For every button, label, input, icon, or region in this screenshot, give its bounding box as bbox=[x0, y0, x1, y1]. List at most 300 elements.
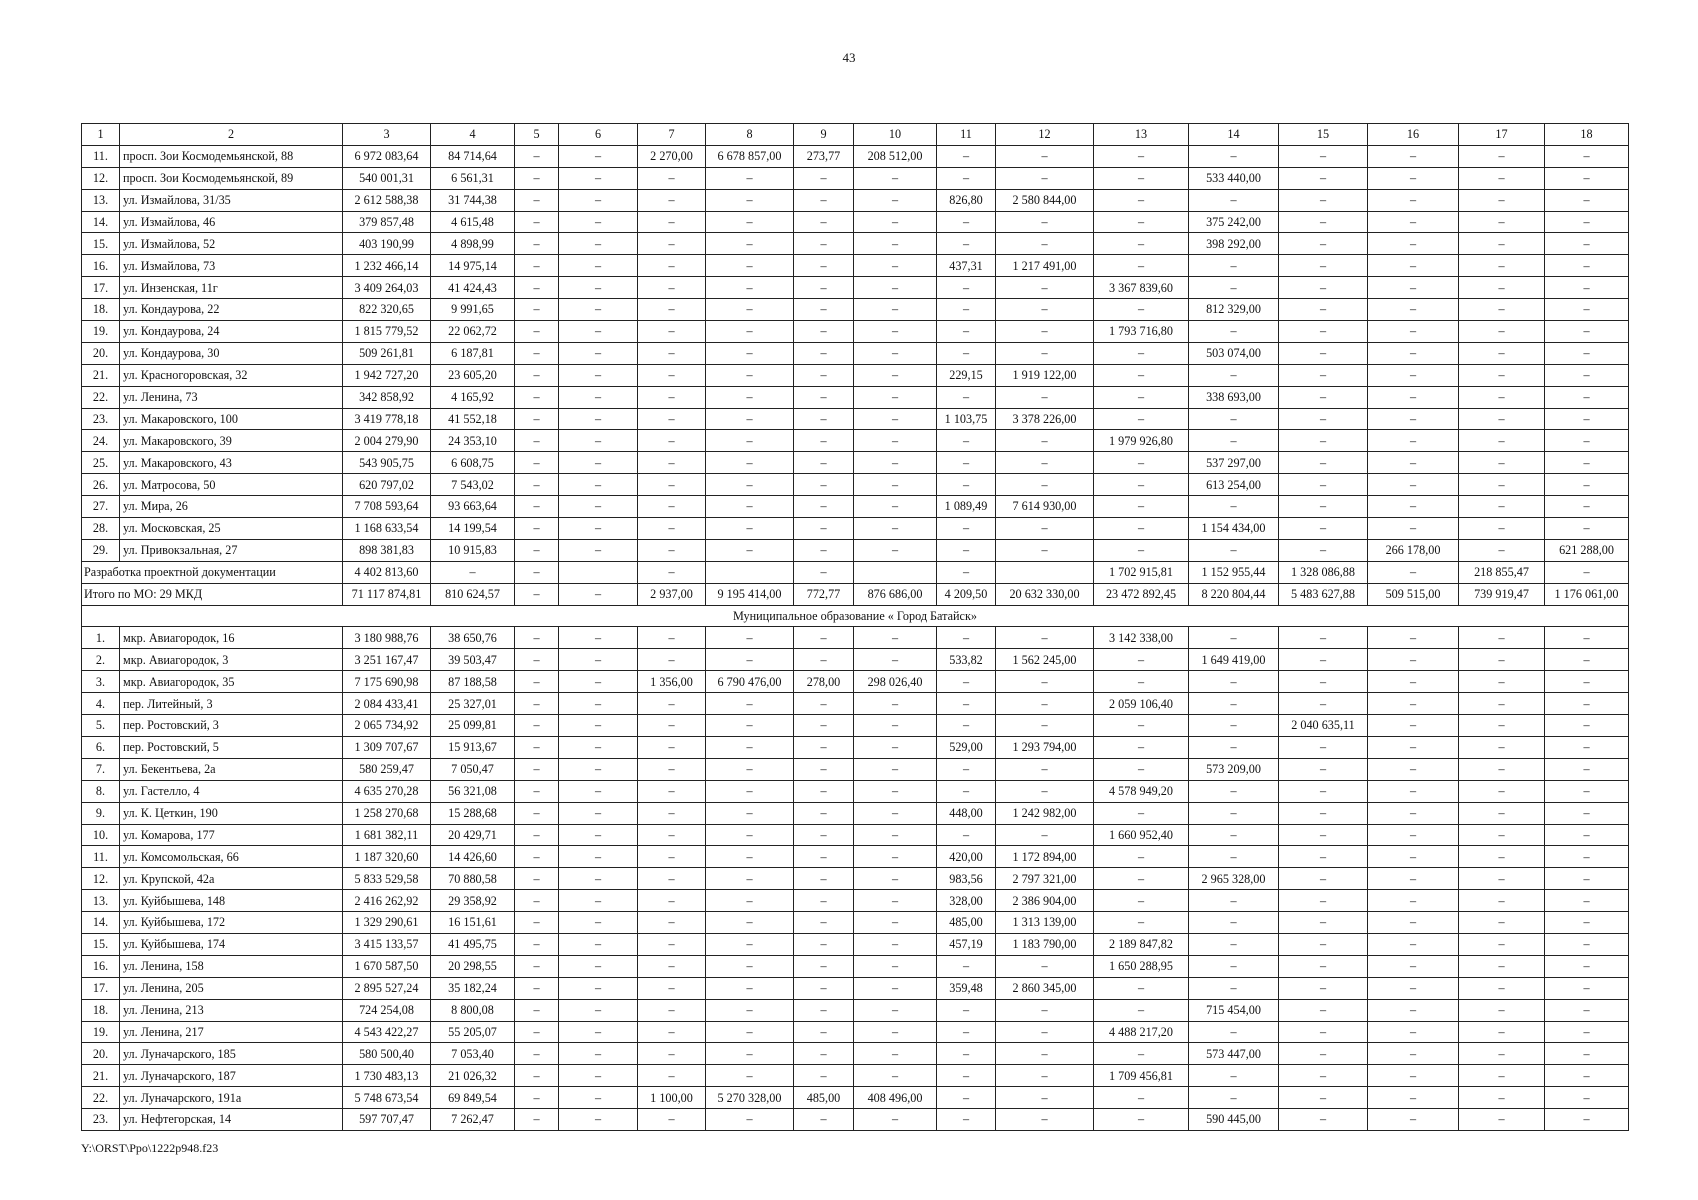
table-cell: – bbox=[638, 1109, 706, 1131]
table-cell: – bbox=[937, 693, 996, 715]
table-cell: – bbox=[706, 364, 794, 386]
section-header-row bbox=[82, 605, 1629, 627]
table-cell: – bbox=[1189, 955, 1279, 977]
table-cell: – bbox=[794, 364, 854, 386]
table-cell: – bbox=[937, 299, 996, 321]
row-number-cell: 7. bbox=[82, 758, 120, 780]
table-cell: – bbox=[854, 780, 937, 802]
table-cell: – bbox=[1279, 736, 1368, 758]
table-cell: – bbox=[794, 277, 854, 299]
table-cell: 4 543 422,27 bbox=[343, 1021, 431, 1043]
table-cell: – bbox=[515, 955, 559, 977]
table-row bbox=[82, 627, 1629, 649]
table-row bbox=[82, 693, 1629, 715]
table-cell: – bbox=[559, 145, 638, 167]
table-cell: 898 381,83 bbox=[343, 539, 431, 561]
table-cell: 38 650,76 bbox=[431, 627, 515, 649]
table-cell: – bbox=[515, 1021, 559, 1043]
table-cell: – bbox=[1189, 496, 1279, 518]
table-cell: – bbox=[1094, 189, 1189, 211]
table-cell: – bbox=[1279, 1087, 1368, 1109]
row-number-cell: 21. bbox=[82, 1065, 120, 1087]
table-cell: – bbox=[559, 846, 638, 868]
table-cell: – bbox=[1459, 321, 1545, 343]
table-cell: – bbox=[559, 1109, 638, 1131]
table-cell: – bbox=[515, 452, 559, 474]
table-row bbox=[82, 364, 1629, 386]
column-number-header: 1 bbox=[82, 124, 120, 146]
table-cell: 7 050,47 bbox=[431, 758, 515, 780]
table-cell: 6 561,31 bbox=[431, 167, 515, 189]
table-cell: 278,00 bbox=[794, 671, 854, 693]
table-cell: – bbox=[1459, 364, 1545, 386]
table-cell: 540 001,31 bbox=[343, 167, 431, 189]
table-cell: 208 512,00 bbox=[854, 145, 937, 167]
table-cell: – bbox=[1545, 233, 1629, 255]
table-cell: 573 447,00 bbox=[1189, 1043, 1279, 1065]
table-cell: – bbox=[559, 671, 638, 693]
table-cell: 403 190,99 bbox=[343, 233, 431, 255]
table-row bbox=[82, 167, 1629, 189]
table-cell: – bbox=[854, 342, 937, 364]
table-cell: – bbox=[638, 1021, 706, 1043]
table-cell: – bbox=[996, 452, 1094, 474]
table-cell: – bbox=[794, 999, 854, 1021]
table-cell: – bbox=[559, 955, 638, 977]
table-cell: – bbox=[1279, 299, 1368, 321]
table-cell: 1 183 790,00 bbox=[996, 933, 1094, 955]
table-cell: – bbox=[515, 649, 559, 671]
table-cell: – bbox=[559, 364, 638, 386]
table-cell: – bbox=[638, 715, 706, 737]
table-row bbox=[82, 1087, 1629, 1109]
table-cell: 379 857,48 bbox=[343, 211, 431, 233]
table-cell: – bbox=[559, 649, 638, 671]
table-cell: – bbox=[1459, 715, 1545, 737]
table-cell: 7 614 930,00 bbox=[996, 496, 1094, 518]
table-cell: – bbox=[638, 408, 706, 430]
table-cell: – bbox=[854, 386, 937, 408]
table-cell: – bbox=[1368, 496, 1459, 518]
table-cell: – bbox=[515, 145, 559, 167]
table-cell: – bbox=[1189, 824, 1279, 846]
table-cell: – bbox=[1459, 167, 1545, 189]
table-cell: 7 708 593,64 bbox=[343, 496, 431, 518]
table-cell: – bbox=[515, 561, 559, 583]
table-cell: – bbox=[1094, 233, 1189, 255]
table-cell: – bbox=[1459, 802, 1545, 824]
table-cell: – bbox=[1459, 671, 1545, 693]
table-cell: 3 180 988,76 bbox=[343, 627, 431, 649]
table-cell: – bbox=[638, 342, 706, 364]
address-cell: ул. Ленина, 158 bbox=[120, 955, 343, 977]
table-row bbox=[82, 780, 1629, 802]
table-cell: – bbox=[1545, 430, 1629, 452]
table-cell: – bbox=[706, 999, 794, 1021]
table-cell: – bbox=[1279, 955, 1368, 977]
column-number-header: 12 bbox=[996, 124, 1094, 146]
table-cell: – bbox=[1368, 211, 1459, 233]
column-number-header: 14 bbox=[1189, 124, 1279, 146]
row-number-cell: 13. bbox=[82, 189, 120, 211]
table-cell: 1 650 288,95 bbox=[1094, 955, 1189, 977]
table-cell: – bbox=[937, 518, 996, 540]
table-cell: – bbox=[1279, 145, 1368, 167]
table-cell: – bbox=[1545, 145, 1629, 167]
address-cell: ул. Кондаурова, 24 bbox=[120, 321, 343, 343]
table-cell: 2 065 734,92 bbox=[343, 715, 431, 737]
table-cell: – bbox=[854, 496, 937, 518]
column-number-header: 16 bbox=[1368, 124, 1459, 146]
row-number-cell: 13. bbox=[82, 890, 120, 912]
table-cell: – bbox=[515, 671, 559, 693]
row-number-cell: 17. bbox=[82, 977, 120, 999]
table-cell: – bbox=[1545, 386, 1629, 408]
table-cell: – bbox=[638, 846, 706, 868]
table-cell: 375 242,00 bbox=[1189, 211, 1279, 233]
row-number-cell: 28. bbox=[82, 518, 120, 540]
table-cell: – bbox=[1189, 255, 1279, 277]
address-cell: ул. Кондаурова, 30 bbox=[120, 342, 343, 364]
address-cell: ул. Измайлова, 52 bbox=[120, 233, 343, 255]
table-cell: – bbox=[1189, 145, 1279, 167]
table-cell: 724 254,08 bbox=[343, 999, 431, 1021]
table-cell: – bbox=[1459, 474, 1545, 496]
table-cell: 2 612 588,38 bbox=[343, 189, 431, 211]
table-cell: – bbox=[1094, 1109, 1189, 1131]
table-cell: – bbox=[559, 321, 638, 343]
table-cell: – bbox=[1545, 1109, 1629, 1131]
address-cell: пер. Литейный, 3 bbox=[120, 693, 343, 715]
table-cell: – bbox=[638, 999, 706, 1021]
table-cell: 9 195 414,00 bbox=[706, 583, 794, 605]
table-row bbox=[82, 233, 1629, 255]
table-cell: – bbox=[1279, 452, 1368, 474]
table-cell: – bbox=[1189, 277, 1279, 299]
table-cell: 1 562 245,00 bbox=[996, 649, 1094, 671]
column-number-header: 9 bbox=[794, 124, 854, 146]
table-cell: – bbox=[794, 649, 854, 671]
table-cell: 21 026,32 bbox=[431, 1065, 515, 1087]
table-cell: – bbox=[854, 1043, 937, 1065]
address-cell: ул. Измайлова, 73 bbox=[120, 255, 343, 277]
table-cell: – bbox=[1279, 211, 1368, 233]
table-cell: – bbox=[1368, 715, 1459, 737]
table-cell: 41 495,75 bbox=[431, 933, 515, 955]
table-cell: – bbox=[638, 1065, 706, 1087]
table-cell: – bbox=[794, 452, 854, 474]
table-cell: – bbox=[1279, 693, 1368, 715]
table-header-row bbox=[82, 124, 1629, 146]
table-cell: – bbox=[638, 627, 706, 649]
table-cell: 2 580 844,00 bbox=[996, 189, 1094, 211]
table-cell: – bbox=[854, 890, 937, 912]
table-cell: 457,19 bbox=[937, 933, 996, 955]
table-cell: – bbox=[559, 452, 638, 474]
table-cell: – bbox=[1279, 999, 1368, 1021]
table-cell: 4 615,48 bbox=[431, 211, 515, 233]
column-number-header: 6 bbox=[559, 124, 638, 146]
table-cell: – bbox=[1189, 321, 1279, 343]
table-cell: – bbox=[706, 1021, 794, 1043]
table-cell: 328,00 bbox=[937, 890, 996, 912]
table-cell: – bbox=[996, 758, 1094, 780]
table-cell: – bbox=[1279, 912, 1368, 934]
table-cell: 503 074,00 bbox=[1189, 342, 1279, 364]
table-cell: – bbox=[706, 167, 794, 189]
table-cell: 15 288,68 bbox=[431, 802, 515, 824]
address-cell: ул. Крупской, 42а bbox=[120, 868, 343, 890]
table-cell: – bbox=[1459, 1087, 1545, 1109]
table-cell: – bbox=[559, 583, 638, 605]
table-cell: – bbox=[1279, 277, 1368, 299]
table-cell: – bbox=[559, 977, 638, 999]
table-cell: – bbox=[854, 736, 937, 758]
table-cell: 70 880,58 bbox=[431, 868, 515, 890]
table-cell: 2 860 345,00 bbox=[996, 977, 1094, 999]
table-cell bbox=[706, 561, 794, 583]
table-cell: – bbox=[1459, 277, 1545, 299]
table-cell: – bbox=[638, 167, 706, 189]
table-cell: – bbox=[1189, 802, 1279, 824]
table-cell: 2 416 262,92 bbox=[343, 890, 431, 912]
table-cell: – bbox=[1368, 933, 1459, 955]
table-cell: – bbox=[638, 233, 706, 255]
table-cell: 3 142 338,00 bbox=[1094, 627, 1189, 649]
table-cell: 2 270,00 bbox=[638, 145, 706, 167]
table-cell: – bbox=[1368, 299, 1459, 321]
table-cell: – bbox=[937, 342, 996, 364]
table-row bbox=[82, 386, 1629, 408]
table-cell: – bbox=[996, 342, 1094, 364]
table-cell: – bbox=[559, 299, 638, 321]
table-cell: – bbox=[559, 627, 638, 649]
table-cell: 1 242 982,00 bbox=[996, 802, 1094, 824]
address-cell: ул. Комарова, 177 bbox=[120, 824, 343, 846]
table-cell: – bbox=[431, 561, 515, 583]
column-number-header: 11 bbox=[937, 124, 996, 146]
table-cell: 448,00 bbox=[937, 802, 996, 824]
table-cell: 573 209,00 bbox=[1189, 758, 1279, 780]
table-cell: – bbox=[706, 1065, 794, 1087]
table-cell: 6 790 476,00 bbox=[706, 671, 794, 693]
table-cell: – bbox=[1189, 977, 1279, 999]
table-cell: – bbox=[996, 671, 1094, 693]
table-cell: – bbox=[996, 299, 1094, 321]
table-cell: – bbox=[706, 299, 794, 321]
table-cell: 6 608,75 bbox=[431, 452, 515, 474]
table-cell: – bbox=[1094, 977, 1189, 999]
column-number-header: 8 bbox=[706, 124, 794, 146]
table-cell: – bbox=[794, 496, 854, 518]
table-cell: – bbox=[706, 539, 794, 561]
row-number-cell: 22. bbox=[82, 386, 120, 408]
table-cell: 6 678 857,00 bbox=[706, 145, 794, 167]
table-cell: – bbox=[937, 474, 996, 496]
table-cell: 14 426,60 bbox=[431, 846, 515, 868]
table-cell: – bbox=[1545, 671, 1629, 693]
section-title: Муниципальное образование « Город Батайск» bbox=[82, 605, 1629, 627]
table-cell: – bbox=[794, 408, 854, 430]
table-cell: – bbox=[1094, 890, 1189, 912]
table-cell: – bbox=[515, 933, 559, 955]
table-row bbox=[82, 977, 1629, 999]
table-cell: 2 797 321,00 bbox=[996, 868, 1094, 890]
table-cell: – bbox=[1189, 1087, 1279, 1109]
table-cell: 2 189 847,82 bbox=[1094, 933, 1189, 955]
table-cell: 22 062,72 bbox=[431, 321, 515, 343]
address-cell: мкр. Авиагородок, 35 bbox=[120, 671, 343, 693]
table-cell: – bbox=[1545, 736, 1629, 758]
table-cell: 4 898,99 bbox=[431, 233, 515, 255]
table-cell: – bbox=[638, 474, 706, 496]
table-cell: – bbox=[515, 321, 559, 343]
address-cell: мкр. Авиагородок, 16 bbox=[120, 627, 343, 649]
table-cell: – bbox=[794, 780, 854, 802]
table-cell: – bbox=[996, 1109, 1094, 1131]
table-cell: – bbox=[515, 189, 559, 211]
table-cell: – bbox=[1094, 342, 1189, 364]
address-cell: ул. К. Цеткин, 190 bbox=[120, 802, 343, 824]
table-cell: – bbox=[515, 430, 559, 452]
address-cell: ул. Ленина, 217 bbox=[120, 1021, 343, 1043]
table-cell: – bbox=[1368, 189, 1459, 211]
table-cell: – bbox=[1545, 1043, 1629, 1065]
table-cell: – bbox=[1368, 955, 1459, 977]
table-cell: – bbox=[1368, 912, 1459, 934]
table-cell: – bbox=[1279, 189, 1368, 211]
table-cell: 1 217 491,00 bbox=[996, 255, 1094, 277]
table-cell: – bbox=[1189, 912, 1279, 934]
table-cell: – bbox=[937, 321, 996, 343]
row-number-cell: 8. bbox=[82, 780, 120, 802]
table-cell: 509 515,00 bbox=[1368, 583, 1459, 605]
table-cell: 1 187 320,60 bbox=[343, 846, 431, 868]
table-cell: 3 415 133,57 bbox=[343, 933, 431, 955]
row-number-cell: 1. bbox=[82, 627, 120, 649]
table-cell: – bbox=[1459, 430, 1545, 452]
table-cell: 509 261,81 bbox=[343, 342, 431, 364]
column-number-header: 4 bbox=[431, 124, 515, 146]
table-cell: – bbox=[515, 211, 559, 233]
table-cell: – bbox=[1545, 518, 1629, 540]
table-cell: – bbox=[794, 912, 854, 934]
address-cell: ул. Макаровского, 39 bbox=[120, 430, 343, 452]
table-cell: 7 175 690,98 bbox=[343, 671, 431, 693]
table-cell: – bbox=[515, 364, 559, 386]
table-cell: – bbox=[706, 408, 794, 430]
table-cell: 1 942 727,20 bbox=[343, 364, 431, 386]
table-cell: 580 259,47 bbox=[343, 758, 431, 780]
table-cell: 529,00 bbox=[937, 736, 996, 758]
table-cell: 7 543,02 bbox=[431, 474, 515, 496]
table-cell: – bbox=[794, 802, 854, 824]
row-number-cell: 9. bbox=[82, 802, 120, 824]
row-number-cell: 6. bbox=[82, 736, 120, 758]
table-cell: 29 358,92 bbox=[431, 890, 515, 912]
table-cell: – bbox=[706, 955, 794, 977]
row-number-cell: 14. bbox=[82, 211, 120, 233]
table-cell: – bbox=[638, 649, 706, 671]
table-cell: – bbox=[559, 736, 638, 758]
table-cell: – bbox=[1368, 671, 1459, 693]
table-cell: – bbox=[1189, 408, 1279, 430]
table-cell: – bbox=[1368, 977, 1459, 999]
table-cell: 2 965 328,00 bbox=[1189, 868, 1279, 890]
table-cell: 1 356,00 bbox=[638, 671, 706, 693]
table-cell: – bbox=[854, 824, 937, 846]
table-cell: – bbox=[794, 167, 854, 189]
table-cell: – bbox=[515, 408, 559, 430]
table-cell: – bbox=[794, 868, 854, 890]
table-cell: – bbox=[794, 890, 854, 912]
table-cell: – bbox=[1094, 211, 1189, 233]
table-cell: – bbox=[559, 1043, 638, 1065]
address-cell: ул. Гастелло, 4 bbox=[120, 780, 343, 802]
table-cell: – bbox=[996, 386, 1094, 408]
table-cell: – bbox=[559, 211, 638, 233]
table-cell: – bbox=[854, 408, 937, 430]
table-cell: – bbox=[854, 474, 937, 496]
address-cell: ул. Привокзальная, 27 bbox=[120, 539, 343, 561]
column-number-header: 15 bbox=[1279, 124, 1368, 146]
table-cell: – bbox=[854, 627, 937, 649]
row-number-cell: 11. bbox=[82, 846, 120, 868]
table-cell: – bbox=[1094, 145, 1189, 167]
table-cell: – bbox=[1459, 1109, 1545, 1131]
table-cell: – bbox=[706, 211, 794, 233]
address-cell: ул. Ленина, 213 bbox=[120, 999, 343, 1021]
table-cell: 1 709 456,81 bbox=[1094, 1065, 1189, 1087]
table-row bbox=[82, 539, 1629, 561]
address-cell: мкр. Авиагородок, 3 bbox=[120, 649, 343, 671]
table-cell: – bbox=[559, 167, 638, 189]
table-cell: – bbox=[937, 452, 996, 474]
table-row bbox=[82, 255, 1629, 277]
table-cell: – bbox=[1459, 299, 1545, 321]
table-cell: – bbox=[937, 167, 996, 189]
table-cell: – bbox=[1279, 386, 1368, 408]
table-cell: – bbox=[559, 342, 638, 364]
table-cell: – bbox=[794, 846, 854, 868]
table-cell: 1 176 061,00 bbox=[1545, 583, 1629, 605]
table-cell: – bbox=[638, 693, 706, 715]
table-cell: – bbox=[638, 824, 706, 846]
address-cell: ул. Луначарского, 191а bbox=[120, 1087, 343, 1109]
table-cell: – bbox=[638, 780, 706, 802]
address-cell: ул. Нефтегорская, 14 bbox=[120, 1109, 343, 1131]
table-cell: – bbox=[794, 736, 854, 758]
table-cell: 398 292,00 bbox=[1189, 233, 1279, 255]
table-cell: 23 472 892,45 bbox=[1094, 583, 1189, 605]
table-cell: – bbox=[794, 321, 854, 343]
table-cell: – bbox=[706, 736, 794, 758]
table-cell: – bbox=[515, 255, 559, 277]
table-row bbox=[82, 715, 1629, 737]
table-cell: – bbox=[559, 999, 638, 1021]
table-cell: – bbox=[794, 255, 854, 277]
row-number-cell: 12. bbox=[82, 167, 120, 189]
table-cell: – bbox=[515, 496, 559, 518]
table-cell: – bbox=[1279, 758, 1368, 780]
table-cell: 10 915,83 bbox=[431, 539, 515, 561]
table-cell: – bbox=[1545, 299, 1629, 321]
row-number-cell: 27. bbox=[82, 496, 120, 518]
table-cell: – bbox=[1189, 846, 1279, 868]
table-cell: – bbox=[559, 912, 638, 934]
table-cell: 14 975,14 bbox=[431, 255, 515, 277]
table-cell: – bbox=[1545, 999, 1629, 1021]
